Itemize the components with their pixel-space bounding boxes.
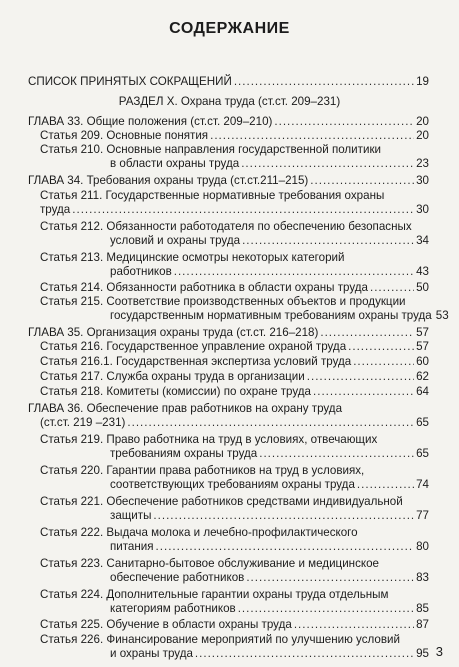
leader-dots: [259, 447, 414, 461]
toc-entry-page: 74: [416, 478, 429, 491]
toc-entry: [28, 174, 429, 188]
toc-entry-page: 19: [416, 75, 429, 88]
toc-entry-text: Статья 212. Обязанности работодателя по обеспечению безопасных: [40, 220, 412, 233]
toc-entry-text: Статья 211. Государственные нормативные требования охраны: [40, 189, 385, 202]
toc-entry: [40, 203, 429, 217]
toc-entry-page: 43: [416, 265, 429, 278]
toc-entry-page: 95: [416, 647, 429, 660]
toc-entry-page: 34: [416, 234, 429, 247]
toc-entry: [110, 647, 429, 661]
toc-entry: [110, 265, 429, 279]
toc-entry-page: 23: [416, 157, 429, 170]
leader-dots: [195, 647, 414, 661]
leader-dots: [320, 326, 414, 340]
toc-entry: [28, 326, 429, 340]
toc-entry-page: 80: [416, 540, 429, 553]
toc-entry-text: Статья 210. Основные направления государственной политики: [40, 143, 381, 156]
toc-entry-page: 62: [416, 370, 429, 383]
toc-entry-continuation: в области охраны труда: [110, 157, 240, 170]
leader-dots: [313, 385, 414, 399]
section-heading: РАЗДЕЛ X. Охрана труда (ст.ст. 209–231): [118, 95, 341, 108]
leader-dots: [353, 355, 414, 369]
leader-dots: [307, 370, 414, 384]
toc-entry-text: Статья 213. Медицинские осмотры некоторых категорий: [40, 251, 345, 264]
leader-dots: [210, 129, 414, 143]
toc-entry-text: СПИСОК ПРИНЯТЫХ СОКРАЩЕНИЙ: [28, 75, 232, 88]
toc-entry: [110, 309, 449, 323]
toc-entry-text: Статья 222. Выдача молока и лечебно-профилактического: [40, 526, 358, 539]
toc-entry: [110, 234, 429, 248]
leader-dots: [357, 478, 414, 492]
toc-entry-text: Статья 226. Финансирование мероприятий по улучшению условий: [40, 633, 400, 646]
toc-entry-text: ГЛАВА 35. Организация охраны труда (ст.ст. 216–218): [28, 326, 319, 339]
toc-entry-page: 20: [416, 129, 429, 142]
toc-entry: [110, 447, 429, 461]
leader-dots: [294, 618, 414, 632]
toc-entry-text: Статья 220. Гарантии права работников на труд в условиях,: [40, 464, 365, 477]
toc-entry: [40, 281, 429, 295]
toc-entry-continuation: защиты: [110, 509, 152, 522]
leader-dots: [156, 540, 415, 554]
toc-entry: [110, 509, 429, 523]
leader-dots: [72, 203, 414, 217]
leader-dots: [274, 115, 414, 129]
toc-entry-page: 20: [416, 115, 429, 128]
toc-entry-page: 60: [416, 355, 429, 368]
toc-entry-page: 57: [416, 340, 429, 353]
toc-entry-continuation: и охраны труда: [110, 647, 193, 660]
toc-entry-text: ГЛАВА 36. Обеспечение прав работников на охрану труда: [28, 402, 343, 415]
page-title: СОДЕРЖАНИЕ: [169, 20, 290, 37]
toc-entry-page: 85: [416, 602, 429, 615]
toc-entry-page: 77: [416, 509, 429, 522]
leader-dots: [348, 340, 414, 354]
toc-entry: [40, 129, 429, 143]
toc-entry: [40, 355, 429, 369]
toc-entry-text: Статья 225. Обучение в области охраны труда: [40, 618, 292, 631]
toc-entry-continuation: труда: [40, 203, 71, 216]
toc-entry-continuation: условий и охраны труда: [110, 234, 241, 247]
toc-entry-continuation: (ст.ст. 219 –231): [40, 416, 126, 429]
leader-dots: [234, 75, 414, 89]
toc-entry-continuation: обеспечение работников: [110, 571, 245, 584]
toc-entry-text: Статья 214. Обязанности работника в области охраны труда: [40, 281, 368, 294]
leader-dots: [246, 571, 414, 585]
toc-entry-continuation: государственным нормативным требованиям охраны труда: [110, 309, 432, 322]
toc-entry: [110, 602, 429, 616]
toc-entry-text: Статья 224. Дополнительные гарантии охраны труда отдельным: [40, 588, 389, 601]
toc-entry-text: Статья 216. Государственное управление охраной труда: [40, 340, 347, 353]
toc-entry-text: Статья 219. Право работника на труд в условиях, отвечающих: [40, 433, 378, 446]
leader-dots: [153, 509, 414, 523]
toc-entry-page: 64: [416, 385, 429, 398]
toc-entry: [110, 157, 429, 171]
toc-entry-text: Статья 217. Служба охраны труда в организации: [40, 370, 305, 383]
toc-entry-continuation: требованиям охраны труда: [110, 447, 258, 460]
toc-entry-page: 53: [435, 309, 449, 322]
toc-entry-text: ГЛАВА 34. Требования охраны труда (ст.ст.211–215): [28, 174, 309, 187]
toc-entry: [40, 340, 429, 354]
leader-dots: [127, 416, 414, 430]
toc-entry-page: 50: [416, 281, 429, 294]
leader-dots: [370, 281, 414, 295]
toc-entry-page: 30: [416, 174, 429, 187]
toc-entry-page: 57: [416, 326, 429, 339]
toc-entry-text: Статья 223. Санитарно-бытовое обслуживание и медицинское: [40, 557, 379, 570]
toc-entry: [40, 618, 429, 632]
leader-dots: [242, 234, 414, 248]
toc-entry: [110, 478, 429, 492]
toc-entry: [110, 571, 429, 585]
leader-dots: [310, 174, 414, 188]
toc-entry-text: Статья 221. Обеспечение работников средствами индивидуальной: [40, 495, 403, 508]
toc-entry: [40, 370, 429, 384]
toc-entry: [40, 416, 429, 430]
toc-entry: [28, 75, 429, 89]
toc-entry: [28, 115, 429, 129]
toc-entry-continuation: категориям работников: [110, 602, 236, 615]
toc-entry-page: 30: [416, 203, 429, 216]
toc-entry-page: 65: [416, 416, 429, 429]
toc-entry: [40, 385, 429, 399]
toc-entry-text: ГЛАВА 33. Общие положения (ст.ст. 209–210): [28, 115, 273, 128]
toc-entry-text: Статья 209. Основные понятия: [40, 129, 209, 142]
page-number: 3: [435, 644, 443, 659]
leader-dots: [238, 602, 414, 616]
toc-entry-page: 65: [416, 447, 429, 460]
toc-entry-text: Статья 215. Соответствие производственных объектов и продукции: [40, 295, 406, 308]
leader-dots: [241, 157, 414, 171]
toc-entry-page: 83: [416, 571, 429, 584]
toc-entry-text: Статья 216.1. Государственная экспертиза условий труда: [40, 355, 352, 368]
leader-dots: [174, 265, 414, 279]
toc-entry-page: 87: [416, 618, 429, 631]
toc-entry-continuation: соответствующих требованиям охраны труда: [110, 478, 355, 491]
toc-entry-text: Статья 218. Комитеты (комиссии) по охране труда: [40, 385, 312, 398]
toc-entry-continuation: работников: [110, 265, 172, 278]
toc-entry-continuation: питания: [110, 540, 154, 553]
toc-entry: [110, 540, 429, 554]
